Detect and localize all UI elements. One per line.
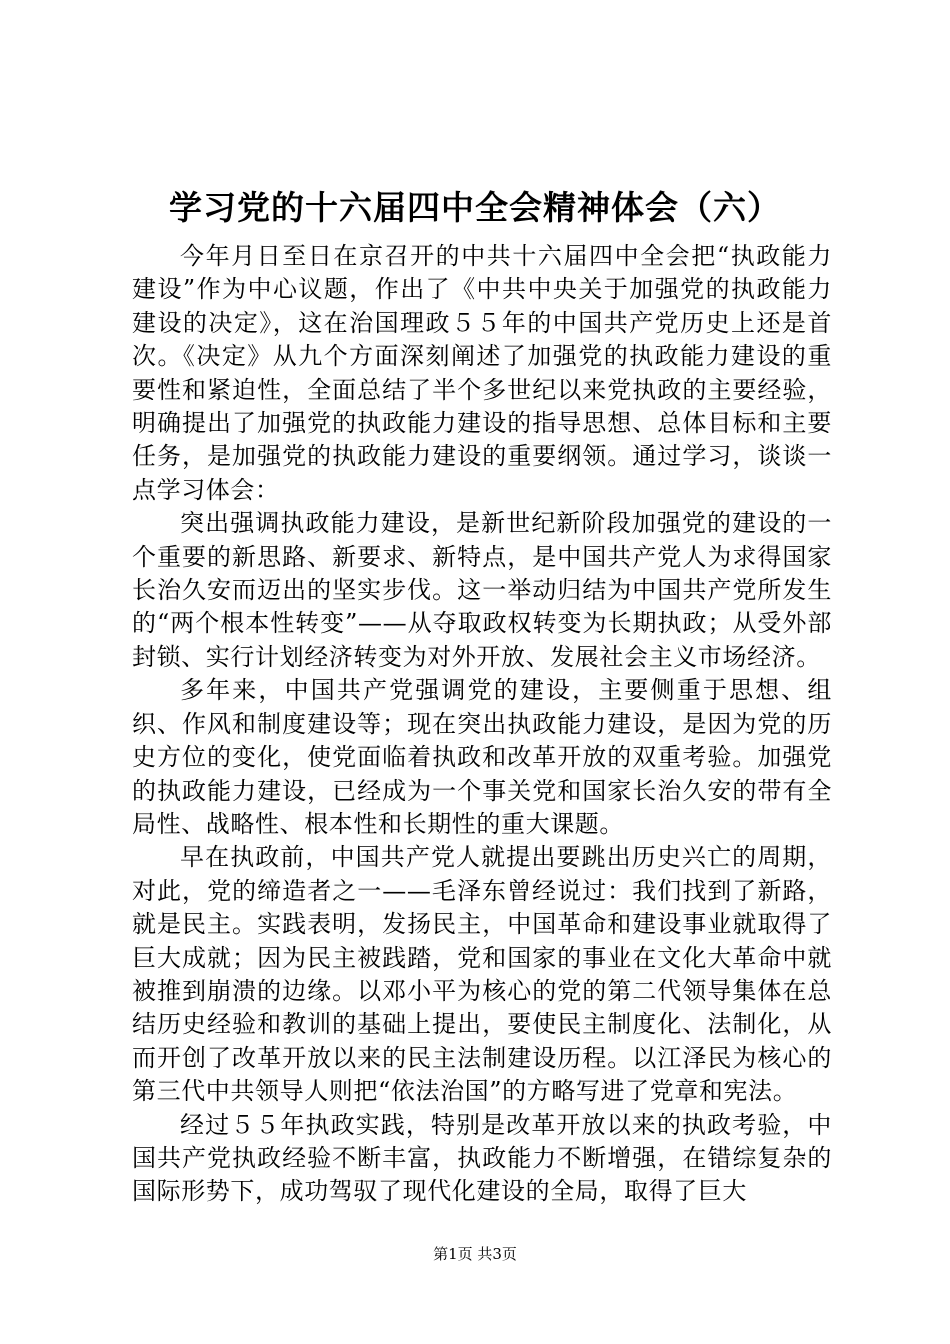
- document-title: 学习党的十六届四中全会精神体会（六）: [169, 188, 781, 227]
- paragraph-1: 今年月日至日在京召开的中共十六届四中全会把“执政能力建设”作为中心议题，作出了《中共中央关于加强党的执政能力建设的决定》，这在治国理政５５年的中国共产党历史上还是首次。《决定》从九个方面深刻阐述了加强党的执政能力建设的重要性和紧迫性，全面总结了半个多世纪以来党执政的主要经验，明确提出了加强党的执政能力建设的指导思想、总体目标和主要任务，是加强党的执政能力建设的重要纲领。通过学习，谈谈一点学习体会：: [132, 242, 832, 504]
- paragraph-3: 多年来，中国共产党强调党的建设，主要侧重于思想、组织、作风和制度建设等；现在突出执政能力建设，是因为党的历史方位的变化，使党面临着执政和改革开放的双重考验。加强党的执政能力建设，已经成为一个事关党和国家长治久安的带有全局性、战略性、根本性和长期性的重大课题。: [132, 676, 832, 838]
- paragraph-4: 早在执政前，中国共产党人就提出要跳出历史兴亡的周期，对此，党的缔造者之一——毛泽东曾经说过：我们找到了新路，就是民主。实践表明，发扬民主，中国革命和建设事业就取得了巨大成就；因为民主被践踏，党和国家的事业在文化大革命中就被推到崩溃的边缘。以邓小平为核心的党的第二代领导集体在总结历史经验和教训的基础上提出，要使民主制度化、法制化，从而开创了改革开放以来的民主法制建设历程。以江泽民为核心的第三代中共领导人则把“依法治国”的方略写进了党章和宪法。: [132, 843, 832, 1106]
- paragraph-5: 经过５５年执政实践，特别是改革开放以来的执政考验，中国共产党执政经验不断丰富，执政能力不断增强，在错综复杂的国际形势下，成功驾驭了现代化建设的全局，取得了巨大: [132, 1110, 832, 1206]
- page-number-footer: 第1页 共3页: [433, 1245, 517, 1263]
- document-body: [132, 240, 832, 1209]
- paragraph-2: 突出强调执政能力建设，是新世纪新阶段加强党的建设的一个重要的新思路、新要求、新特点，是中国共产党人为求得国家长治久安而迈出的坚实步伐。这一举动归结为中国共产党所发生的“两个根本性转变”——从夺取政权转变为长期执政；从受外部封锁、实行计划经济转变为对外开放、发展社会主义市场经济。: [132, 509, 832, 671]
